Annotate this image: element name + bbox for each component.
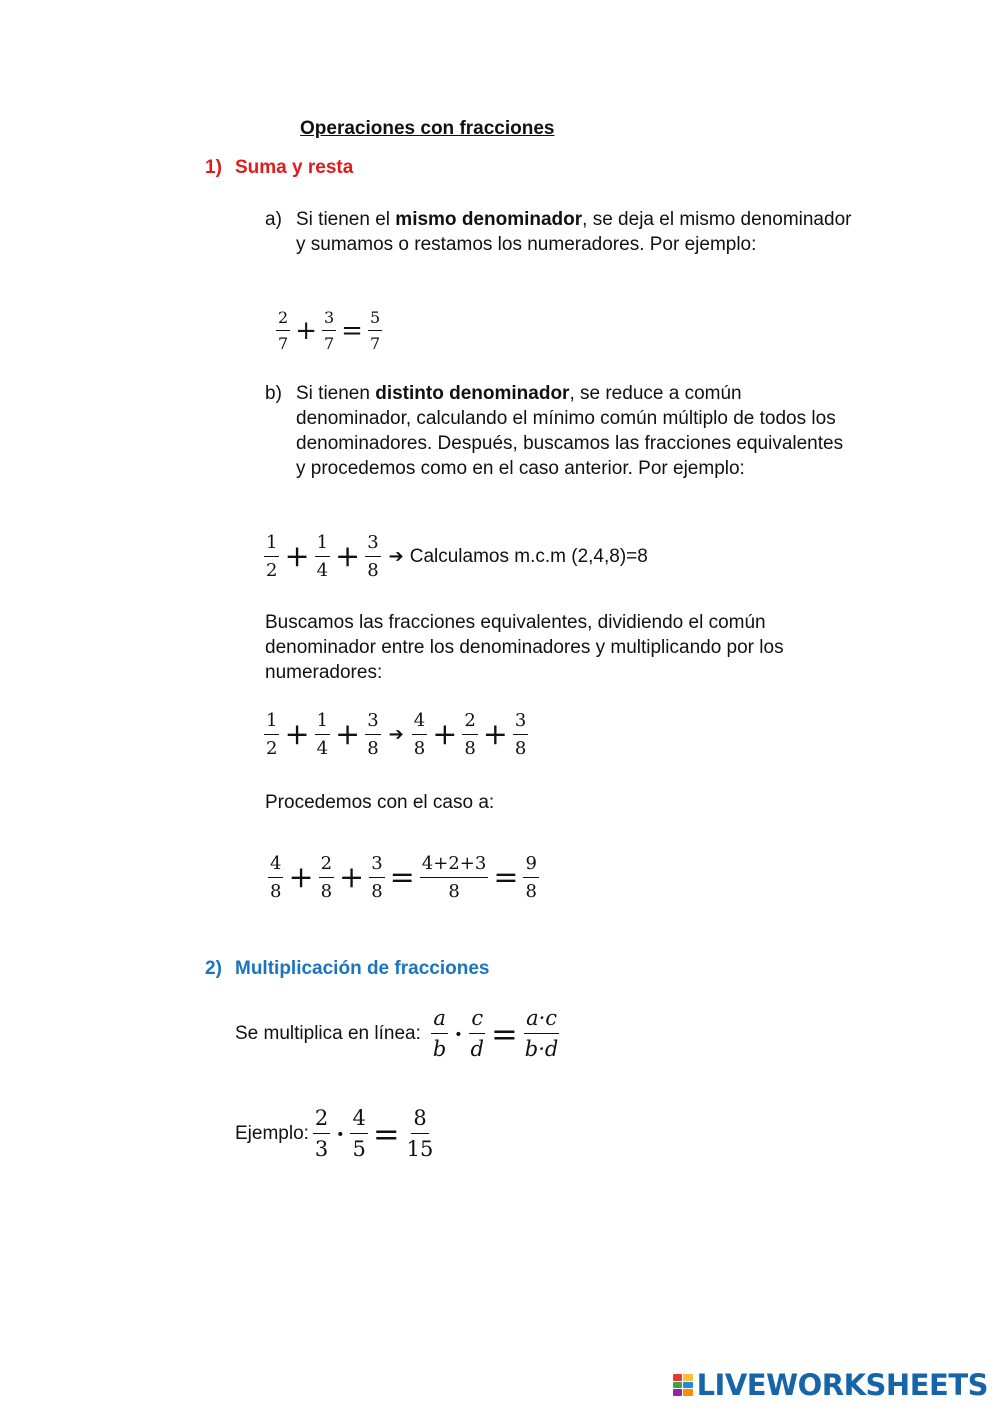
numerator: 3 — [365, 710, 380, 735]
fraction — [319, 853, 334, 902]
example-label: Ejemplo: — [235, 1122, 309, 1144]
equals-sign: = — [372, 1114, 400, 1153]
page-title: Operaciones con fracciones — [300, 118, 555, 139]
denominator: 7 — [278, 334, 289, 353]
numerator: 2 — [276, 308, 290, 331]
denominator: 8 — [367, 560, 379, 581]
fraction — [350, 1106, 367, 1161]
fraction — [315, 532, 330, 581]
fraction — [368, 308, 382, 353]
mcm-note: Calculamos m.c.m (2,4,8)=8 — [409, 545, 648, 567]
item-a-bold: mismo denominador — [395, 209, 583, 230]
fraction — [431, 1006, 448, 1061]
liveworksheets-logo-icon — [673, 1374, 693, 1396]
denominator: 7 — [369, 334, 381, 353]
paragraph-equivalents: Buscamos las fracciones equivalentes, dividiendo el común denominador entre los denominadores y multiplicando por los numeradores: — [265, 612, 784, 683]
section-heading-suma-resta — [205, 157, 353, 179]
denominator: b·d — [524, 1037, 559, 1061]
numerator: 1 — [264, 710, 279, 735]
arrow-icon: ➔ — [388, 546, 404, 567]
logo-square — [673, 1374, 683, 1381]
numerator: 3 — [322, 308, 336, 331]
section-heading-multiplicacion — [205, 958, 489, 980]
denominator: 2 — [266, 738, 278, 759]
denominator: 8 — [320, 881, 333, 902]
arrow-icon: ➔ — [388, 724, 404, 745]
fraction — [276, 308, 290, 353]
denominator: 15 — [406, 1137, 434, 1161]
equation-same-denominator — [274, 308, 384, 353]
rule-label: Se multiplica en línea: — [235, 1022, 421, 1044]
denominator: 8 — [367, 738, 379, 759]
denominator: b — [432, 1037, 447, 1061]
numerator: 2 — [319, 853, 334, 878]
multiplication-rule — [235, 1006, 562, 1061]
numerator: 1 — [264, 532, 279, 557]
fraction — [313, 1106, 330, 1161]
denominator: 8 — [448, 881, 460, 902]
logo-square — [673, 1389, 683, 1396]
fraction — [420, 853, 489, 902]
logo-square — [683, 1389, 693, 1396]
denominator: 8 — [525, 881, 537, 902]
logo-square — [683, 1374, 693, 1381]
denominator: d — [470, 1037, 484, 1061]
numerator: 2 — [313, 1106, 330, 1134]
denominator: 8 — [413, 738, 426, 759]
fraction — [462, 710, 477, 759]
fraction — [369, 853, 384, 902]
numerator: 4 — [412, 710, 427, 735]
plus-sign: + — [335, 717, 361, 752]
plus-sign: + — [432, 717, 458, 752]
item-a-pre: Si tienen el — [296, 209, 396, 230]
denominator: 8 — [514, 738, 527, 759]
fraction — [365, 532, 380, 581]
item-b-text — [296, 381, 856, 481]
numerator: 8 — [411, 1106, 428, 1134]
denominator: 2 — [266, 560, 278, 581]
numerator: 4 — [350, 1106, 367, 1134]
fraction — [513, 710, 528, 759]
denominator: 3 — [314, 1137, 329, 1161]
logo-text: LIVEWORKSHEETS — [696, 1368, 988, 1402]
liveworksheets-logo — [673, 1368, 988, 1402]
fraction — [268, 853, 283, 902]
item-a-text — [296, 207, 856, 257]
plus-sign: + — [284, 539, 310, 574]
numerator: 3 — [365, 532, 380, 557]
fraction — [523, 853, 538, 902]
numerator: a·c — [524, 1006, 559, 1034]
equals-sign: = — [341, 315, 363, 346]
plus-sign: + — [284, 717, 310, 752]
numerator: a — [431, 1006, 448, 1034]
logo-square — [683, 1382, 693, 1389]
equals-sign: = — [490, 1014, 518, 1053]
denominator: 5 — [352, 1137, 366, 1161]
item-marker-a: a) — [265, 209, 282, 230]
denominator: 7 — [323, 334, 335, 353]
equation-different-denominator — [262, 532, 648, 581]
denominator: 8 — [464, 738, 476, 759]
dot-sign: · — [335, 1114, 346, 1153]
numerator: 3 — [513, 710, 528, 735]
fraction — [412, 710, 427, 759]
numerator: 9 — [523, 853, 538, 878]
plus-sign: + — [339, 860, 365, 895]
item-a-post: , se deja el mismo denominador y sumamos o restamos los numeradores. Por ejemplo: — [296, 209, 852, 255]
numerator: c — [469, 1006, 485, 1034]
denominator: 4 — [316, 560, 329, 581]
numerator: 5 — [368, 308, 382, 331]
plus-sign: + — [295, 315, 317, 346]
denominator: 8 — [371, 881, 383, 902]
item-b-pre: Si tienen — [296, 383, 376, 404]
fraction — [264, 710, 279, 759]
numerator: 4 — [268, 853, 283, 878]
section-title: Suma y resta — [235, 157, 354, 178]
section-number: 2) — [205, 958, 222, 979]
item-marker-b: b) — [265, 383, 282, 404]
denominator: 4 — [316, 738, 329, 759]
fraction — [322, 308, 336, 353]
equation-sum-result — [266, 853, 541, 902]
numerator: 4+2+3 — [420, 853, 489, 878]
plus-sign: + — [335, 539, 361, 574]
numerator: 1 — [315, 710, 330, 735]
item-b-post: , se reduce a común denominador, calculando el mínimo común múltiplo de todos los denominadores. Después, buscamos las fracciones equivalentes y procedemos como en el caso anterior. Por ejemplo: — [296, 383, 844, 479]
fraction — [315, 710, 330, 759]
multiplication-example — [235, 1106, 437, 1161]
fraction — [469, 1006, 486, 1061]
denominator: 8 — [270, 881, 282, 902]
dot-sign: · — [453, 1014, 464, 1053]
logo-square — [673, 1382, 683, 1389]
paragraph-case-a: Procedemos con el caso a: — [265, 792, 495, 813]
item-b-bold: distinto denominador — [375, 383, 570, 404]
plus-sign: + — [482, 717, 508, 752]
numerator: 3 — [369, 853, 384, 878]
equation-equivalents — [262, 710, 530, 759]
equals-sign: = — [493, 860, 519, 895]
section-title: Multiplicación de fracciones — [235, 958, 490, 979]
equals-sign: = — [389, 860, 415, 895]
plus-sign: + — [288, 860, 314, 895]
numerator: 2 — [462, 710, 477, 735]
fraction — [365, 710, 380, 759]
fraction — [405, 1106, 436, 1161]
fraction — [264, 532, 279, 581]
fraction — [523, 1006, 561, 1061]
section-number: 1) — [205, 157, 222, 178]
numerator: 1 — [315, 532, 330, 557]
